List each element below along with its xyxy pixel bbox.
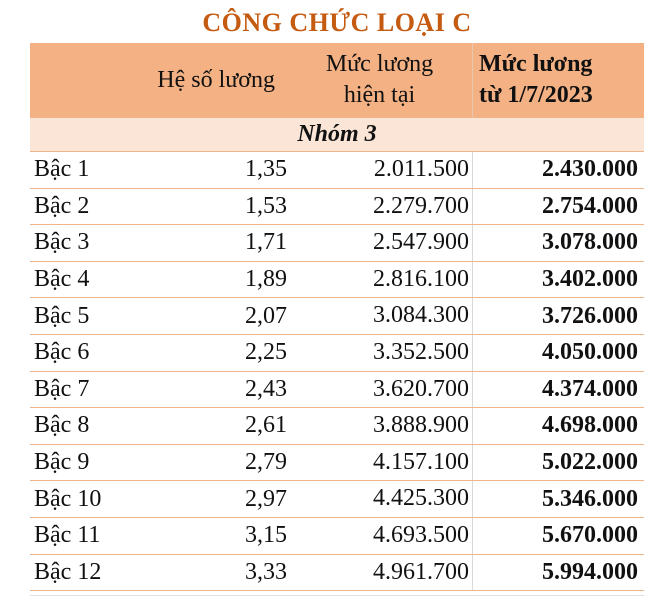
header-current-salary (287, 43, 473, 117)
coefficient-cell: 2,43 (245, 375, 287, 402)
group-label: Nhóm 3 (30, 117, 644, 152)
coefficient-cell: 2,25 (245, 339, 287, 366)
current-salary-cell: 2.547.900 (287, 225, 473, 261)
coefficient-cell: 1,71 (245, 229, 287, 256)
grade-cell: Bậc 1 (34, 156, 90, 183)
table-row (30, 555, 644, 592)
new-salary-cell: 5.670.000 (542, 522, 638, 549)
grade-cell: Bậc 6 (34, 339, 90, 366)
new-salary-cell: 2.430.000 (542, 156, 638, 183)
table-row (30, 518, 644, 555)
current-salary-cell: 4.693.500 (287, 518, 473, 554)
new-salary-cell: 3.726.000 (542, 302, 638, 329)
table-body (30, 152, 644, 591)
grade-cell: Bậc 3 (34, 229, 90, 256)
grade-cell: Bậc 10 (34, 485, 102, 512)
table-row (30, 189, 644, 226)
grade-cell: Bậc 9 (34, 449, 90, 476)
current-salary-cell: 3.084.300 (287, 298, 473, 334)
current-salary-cell: 3.620.700 (287, 372, 473, 408)
coefficient-cell: 1,35 (245, 156, 287, 183)
salary-table (30, 0, 644, 591)
new-salary-cell: 3.078.000 (542, 229, 638, 256)
table-row (30, 262, 644, 299)
table-row (30, 445, 644, 482)
current-salary-cell: 3.888.900 (287, 408, 473, 444)
new-salary-cell: 5.022.000 (542, 449, 638, 476)
header-current-salary-line2: hiện tại (343, 82, 416, 108)
table-row (30, 481, 644, 518)
new-salary-cell: 2.754.000 (542, 192, 638, 219)
current-salary-cell: 2.011.500 (287, 152, 473, 188)
grade-cell: Bậc 11 (34, 522, 101, 549)
header-new-salary (473, 43, 644, 117)
new-salary-cell: 4.050.000 (542, 339, 638, 366)
current-salary-cell: 2.816.100 (287, 262, 473, 298)
grade-cell: Bậc 5 (34, 302, 90, 329)
coefficient-cell: 2,97 (245, 485, 287, 512)
table-title: CÔNG CHỨC LOẠI C (202, 8, 472, 37)
coefficient-cell: 1,89 (245, 266, 287, 293)
header-coefficient: Hệ số lương (157, 66, 275, 93)
coefficient-cell: 1,53 (245, 192, 287, 219)
new-salary-cell: 5.346.000 (542, 485, 638, 512)
table-row (30, 225, 644, 262)
header-current-salary-line1: Mức lương (325, 51, 434, 77)
table-row (30, 335, 644, 372)
table-row (30, 152, 644, 189)
grade-cell: Bậc 7 (34, 375, 90, 402)
coefficient-cell: 3,33 (245, 558, 287, 585)
coefficient-cell: 2,61 (245, 412, 287, 439)
current-salary-cell: 4.961.700 (287, 555, 473, 591)
table-row (30, 372, 644, 409)
coefficient-cell: 3,15 (245, 522, 287, 549)
new-salary-cell: 5.994.000 (542, 558, 638, 585)
table-row (30, 408, 644, 445)
new-salary-cell: 3.402.000 (542, 266, 638, 293)
current-salary-cell: 2.279.700 (287, 189, 473, 225)
current-salary-cell: 4.425.300 (287, 481, 473, 517)
header-new-salary-line2: từ 1/7/2023 (479, 82, 593, 108)
current-salary-cell: 4.157.100 (287, 445, 473, 481)
new-salary-cell: 4.698.000 (542, 412, 638, 439)
grade-cell: Bậc 12 (34, 558, 102, 585)
grade-cell: Bậc 4 (34, 266, 90, 293)
table-row (30, 298, 644, 335)
coefficient-cell: 2,79 (245, 449, 287, 476)
new-salary-cell: 4.374.000 (542, 375, 638, 402)
bottom-divider (30, 595, 644, 596)
grade-cell: Bậc 2 (34, 192, 90, 219)
table-header (30, 43, 644, 117)
header-new-salary-line1: Mức lương (479, 51, 593, 77)
grade-cell: Bậc 8 (34, 412, 90, 439)
coefficient-cell: 2,07 (245, 302, 287, 329)
header-grade (30, 43, 131, 117)
current-salary-cell: 3.352.500 (287, 335, 473, 371)
